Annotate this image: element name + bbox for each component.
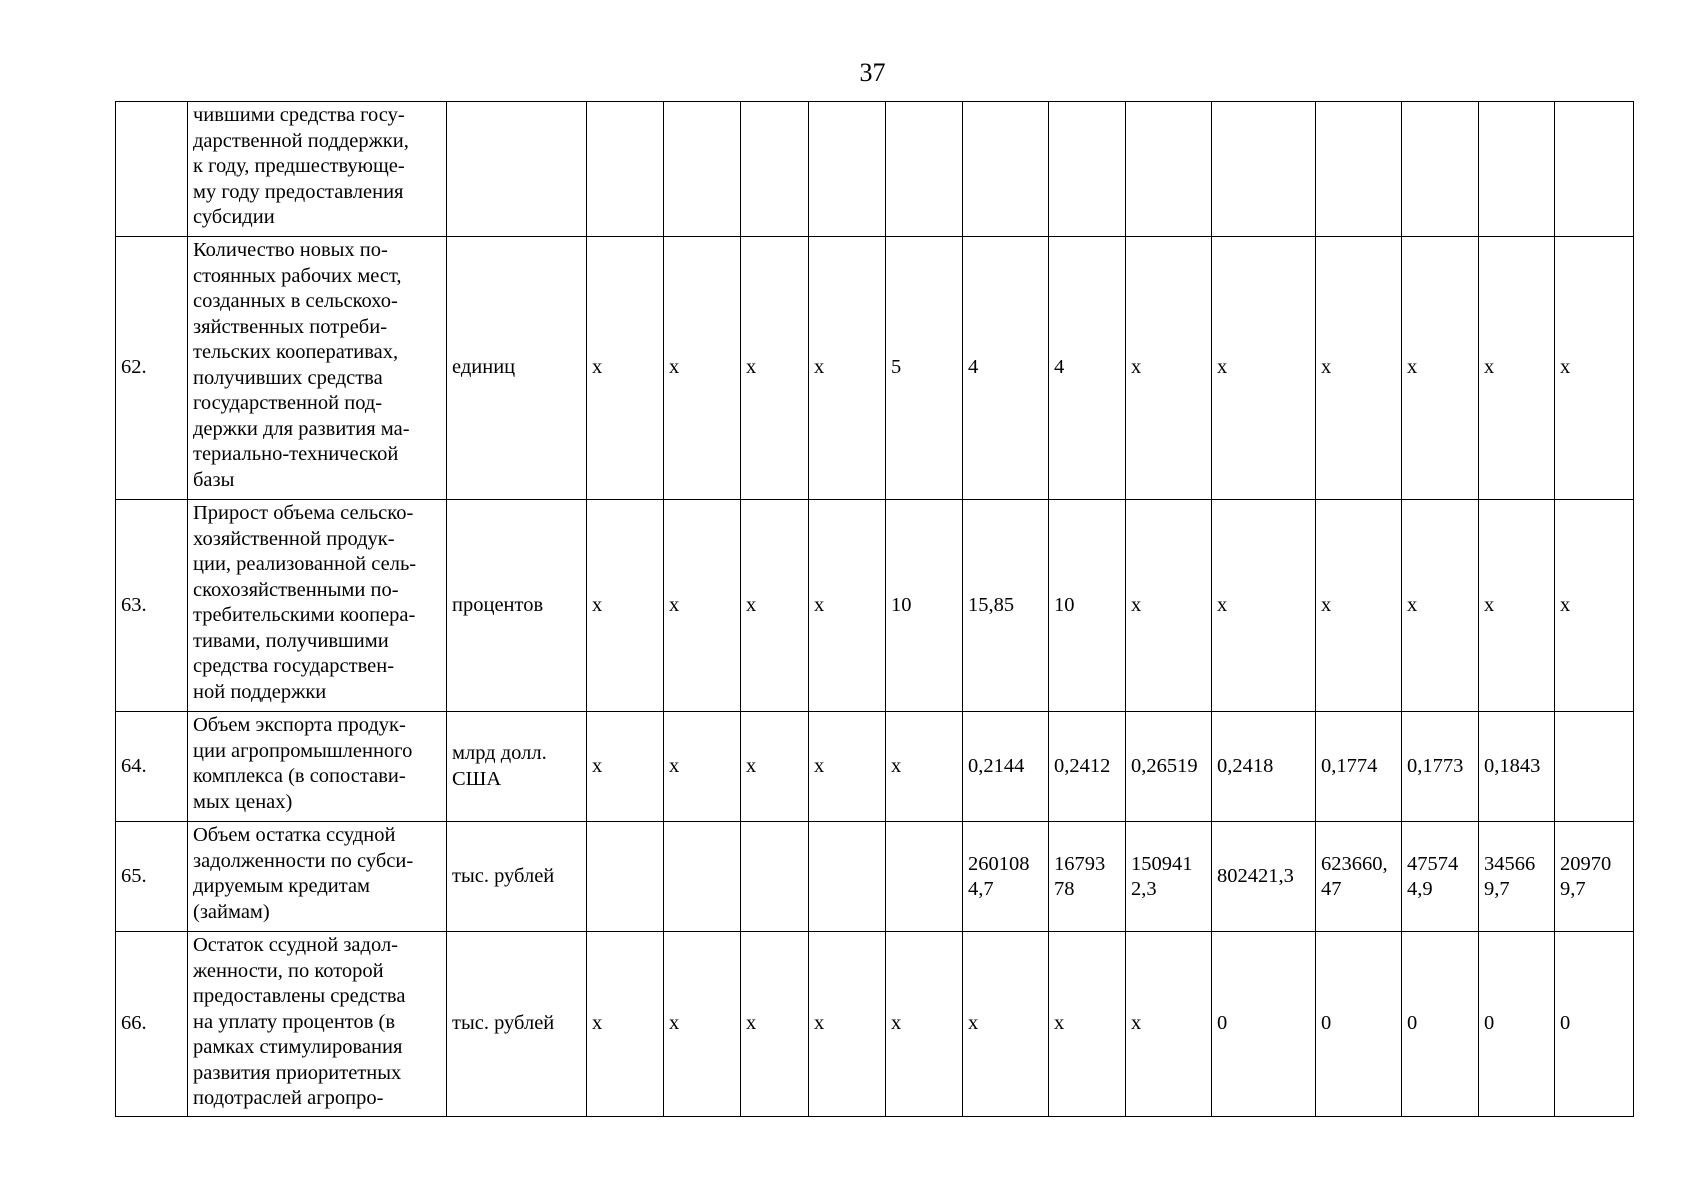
value-cell: 0: [1479, 932, 1555, 1117]
value-cell: x: [587, 500, 664, 712]
value-cell: 0: [1402, 932, 1479, 1117]
value-cell: 0: [1212, 932, 1316, 1117]
value-cell: x: [587, 237, 664, 500]
row-number: 66.: [116, 932, 188, 1117]
value-cell: x: [1402, 237, 1479, 500]
value-cell: [741, 102, 809, 237]
value-cell: x: [1316, 237, 1402, 500]
value-cell: x: [1555, 500, 1634, 712]
value-cell: x: [741, 237, 809, 500]
value-cell: x: [809, 237, 886, 500]
value-cell: x: [1126, 932, 1212, 1117]
value-cell: x: [664, 712, 741, 822]
table-row: [116, 102, 1634, 237]
value-cell: x: [1316, 500, 1402, 712]
indicator-description: Объем экспорта продук- ции агропромышленного комплекса (в сопостави- мых ценах): [188, 712, 447, 822]
value-cell: x: [886, 712, 963, 822]
unit-cell: единиц: [447, 237, 587, 500]
value-cell: 4: [1049, 237, 1126, 500]
unit-cell: тыс. рублей: [447, 822, 587, 932]
value-cell: 150941 2,3: [1126, 822, 1212, 932]
value-cell: [1402, 102, 1479, 237]
value-cell: [809, 822, 886, 932]
value-cell: 10: [886, 500, 963, 712]
value-cell: x: [1479, 237, 1555, 500]
unit-cell: тыс. рублей: [447, 932, 587, 1117]
table-body: [116, 102, 1634, 1117]
indicator-description: Количество новых по- стоянных рабочих мест, созданных в сельскохо- зяйственных потреби- тельских кооперативах, получивших средства государственной под- держки для развития ма- териально-технической базы: [188, 237, 447, 500]
value-cell: [963, 102, 1049, 237]
value-cell: [809, 102, 886, 237]
value-cell: 0,1774: [1316, 712, 1402, 822]
value-cell: 802421,3: [1212, 822, 1316, 932]
value-cell: x: [809, 500, 886, 712]
value-cell: 15,85: [963, 500, 1049, 712]
value-cell: x: [1479, 500, 1555, 712]
value-cell: [886, 102, 963, 237]
value-cell: x: [741, 500, 809, 712]
row-number: 64.: [116, 712, 188, 822]
value-cell: 0: [1316, 932, 1402, 1117]
value-cell: [587, 102, 664, 237]
value-cell: [664, 102, 741, 237]
value-cell: 10: [1049, 500, 1126, 712]
indicator-description: Объем остатка ссудной задолженности по субси- дируемым кредитам (займам): [188, 822, 447, 932]
value-cell: x: [1555, 237, 1634, 500]
table-row: [116, 500, 1634, 712]
value-cell: x: [809, 932, 886, 1117]
row-number: 63.: [116, 500, 188, 712]
value-cell: x: [741, 932, 809, 1117]
value-cell: [886, 822, 963, 932]
indicator-description: Прирост объема сельско- хозяйственной продук- ции, реализованной сель- скохозяйственными по- требительскими коопера- тивами, получившими средства государствен- ной поддержки: [188, 500, 447, 712]
table-row: [116, 932, 1634, 1117]
row-number: 65.: [116, 822, 188, 932]
value-cell: 0: [1555, 932, 1634, 1117]
value-cell: [1212, 102, 1316, 237]
value-cell: x: [1212, 237, 1316, 500]
value-cell: 0,1843: [1479, 712, 1555, 822]
indicator-description: чившими средства госу- дарственной поддержки, к году, предшествующе- му году предоставления субсидии: [188, 102, 447, 237]
value-cell: 16793 78: [1049, 822, 1126, 932]
value-cell: x: [587, 712, 664, 822]
value-cell: x: [1212, 500, 1316, 712]
value-cell: [664, 822, 741, 932]
value-cell: [741, 822, 809, 932]
value-cell: 0,2144: [963, 712, 1049, 822]
value-cell: [1555, 102, 1634, 237]
value-cell: [1126, 102, 1212, 237]
value-cell: x: [1049, 932, 1126, 1117]
value-cell: x: [809, 712, 886, 822]
value-cell: 0,1773: [1402, 712, 1479, 822]
value-cell: 260108 4,7: [963, 822, 1049, 932]
unit-cell: процентов: [447, 500, 587, 712]
value-cell: 0,2412: [1049, 712, 1126, 822]
value-cell: 0,2418: [1212, 712, 1316, 822]
value-cell: x: [664, 932, 741, 1117]
value-cell: [1479, 102, 1555, 237]
value-cell: [1049, 102, 1126, 237]
page-number: 37: [859, 58, 886, 87]
value-cell: 0,26519: [1126, 712, 1212, 822]
value-cell: 4: [963, 237, 1049, 500]
value-cell: [1555, 712, 1634, 822]
value-cell: 34566 9,7: [1479, 822, 1555, 932]
row-number: [116, 102, 188, 237]
table-row: [116, 237, 1634, 500]
value-cell: x: [664, 237, 741, 500]
unit-cell: [447, 102, 587, 237]
indicators-table: [115, 101, 1634, 1117]
value-cell: x: [886, 932, 963, 1117]
value-cell: 47574 4,9: [1402, 822, 1479, 932]
value-cell: x: [664, 500, 741, 712]
unit-cell: млрд долл. США: [447, 712, 587, 822]
value-cell: x: [587, 932, 664, 1117]
value-cell: [587, 822, 664, 932]
value-cell: x: [1126, 237, 1212, 500]
value-cell: [1316, 102, 1402, 237]
value-cell: 5: [886, 237, 963, 500]
value-cell: 623660, 47: [1316, 822, 1402, 932]
value-cell: x: [741, 712, 809, 822]
row-number: 62.: [116, 237, 188, 500]
value-cell: 20970 9,7: [1555, 822, 1634, 932]
value-cell: x: [1402, 500, 1479, 712]
value-cell: x: [963, 932, 1049, 1117]
indicator-description: Остаток ссудной задол- женности, по которой предоставлены средства на уплату процентов (в рамках стимулирования развития приоритетных подотраслей агропро-: [188, 932, 447, 1117]
table-row: [116, 712, 1634, 822]
table-row: [116, 822, 1634, 932]
value-cell: x: [1126, 500, 1212, 712]
